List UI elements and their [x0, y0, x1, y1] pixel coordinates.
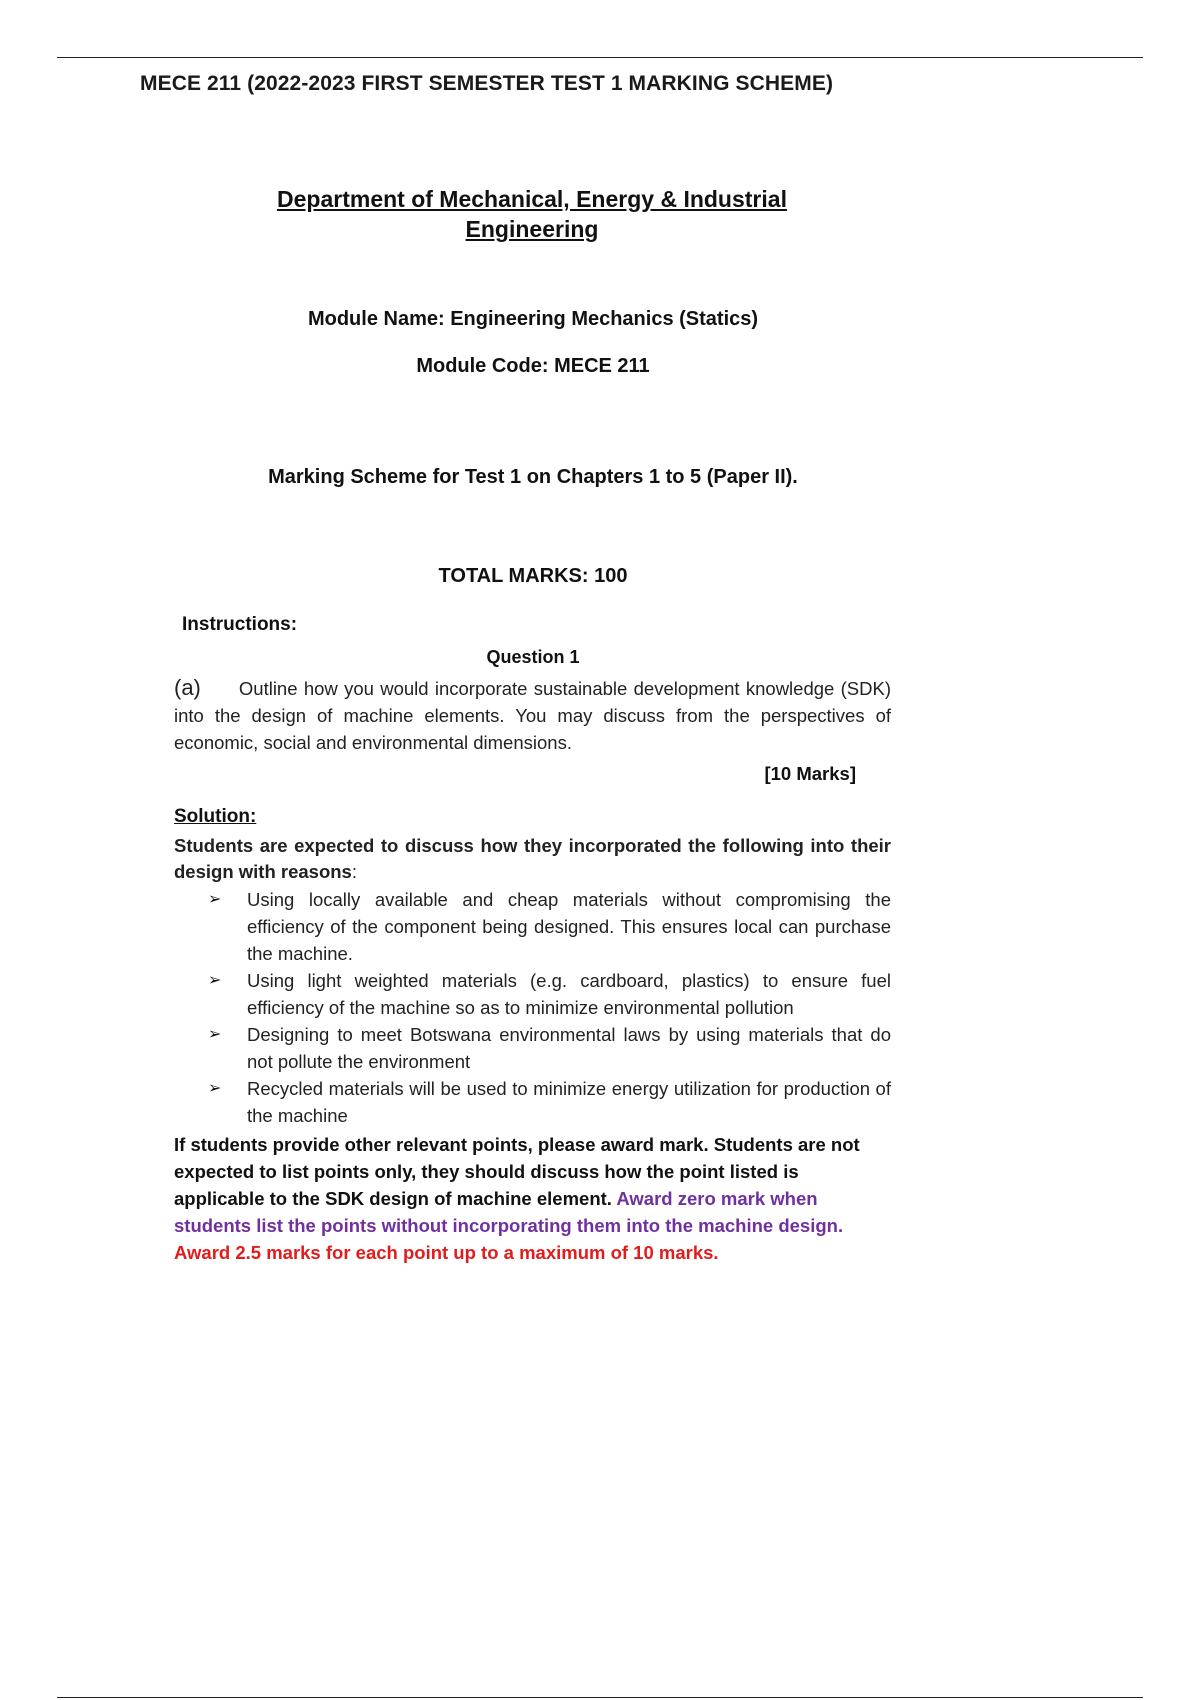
marking-guidance — [174, 1131, 891, 1266]
department-title — [230, 184, 834, 244]
list-item — [208, 1021, 891, 1075]
question-heading: Question 1 — [486, 647, 580, 667]
arrow-bullet-icon: ➢ — [208, 891, 222, 908]
bottom-divider — [57, 1697, 1143, 1698]
arrow-bullet-icon: ➢ — [208, 972, 222, 989]
module-code: Module Code: MECE 211 — [416, 355, 650, 377]
top-divider — [57, 57, 1143, 58]
question-text — [174, 674, 891, 756]
solution-intro-colon: : — [351, 861, 357, 882]
list-item — [208, 886, 891, 967]
arrow-bullet-icon: ➢ — [208, 1026, 222, 1043]
marking-scheme-title: Marking Scheme for Test 1 on Chapters 1 to 5 (Paper II). — [268, 466, 798, 488]
solution-intro — [174, 833, 891, 885]
list-item-text: Using light weighted materials (e.g. cardboard, plastics) to ensure fuel efficiency of the machine so as to minimize environmental pollution — [247, 970, 891, 1018]
guidance-mark-allocation: Award 2.5 marks for each point up to a maximum of 10 marks. — [174, 1242, 719, 1263]
arrow-bullet-icon: ➢ — [208, 1080, 222, 1097]
module-name: Module Name: Engineering Mechanics (Statics) — [307, 308, 759, 330]
list-item-text: Recycled materials will be used to minimize energy utilization for production of the machine — [247, 1078, 891, 1126]
solution-intro-text: Students are expected to discuss how they incorporated the following into their design with reasons — [174, 835, 891, 882]
guidance-general: If students provide other relevant points, please award mark. Students are not expected to list points only, they should discuss how the point listed is applicable to the SDK design of machine element. — [174, 1134, 860, 1209]
department-title-line-2: Engineering — [465, 216, 599, 242]
question-body: Outline how you would incorporate sustainable development knowledge (SDK) into the design of machine elements. You may discuss from the perspectives of economic, social and environmental dimensions. — [174, 678, 891, 753]
guidance-zero-mark: Award zero mark when students list the points without incorporating them into the machine design. — [174, 1188, 844, 1236]
list-item — [208, 1075, 891, 1129]
solution-points-list — [208, 886, 891, 1129]
total-marks: TOTAL MARKS: 100 — [438, 565, 628, 587]
list-item-text: Using locally available and cheap materials without compromising the efficiency of the component being designed. This ensures local can purchase the machine. — [247, 889, 891, 964]
solution-heading: Solution: — [174, 806, 257, 827]
document-header: MECE 211 (2022-2023 FIRST SEMESTER TEST 1 MARKING SCHEME) — [140, 72, 834, 95]
question-marks: [10 Marks] — [764, 763, 856, 784]
list-item-text: Designing to meet Botswana environmental laws by using materials that do not pollute the environment — [247, 1024, 891, 1072]
list-item — [208, 967, 891, 1021]
question-part-label: (a) — [174, 675, 201, 700]
department-title-line-1: Department of Mechanical, Energy & Industrial — [277, 186, 787, 212]
instructions-label: Instructions: — [182, 614, 298, 635]
